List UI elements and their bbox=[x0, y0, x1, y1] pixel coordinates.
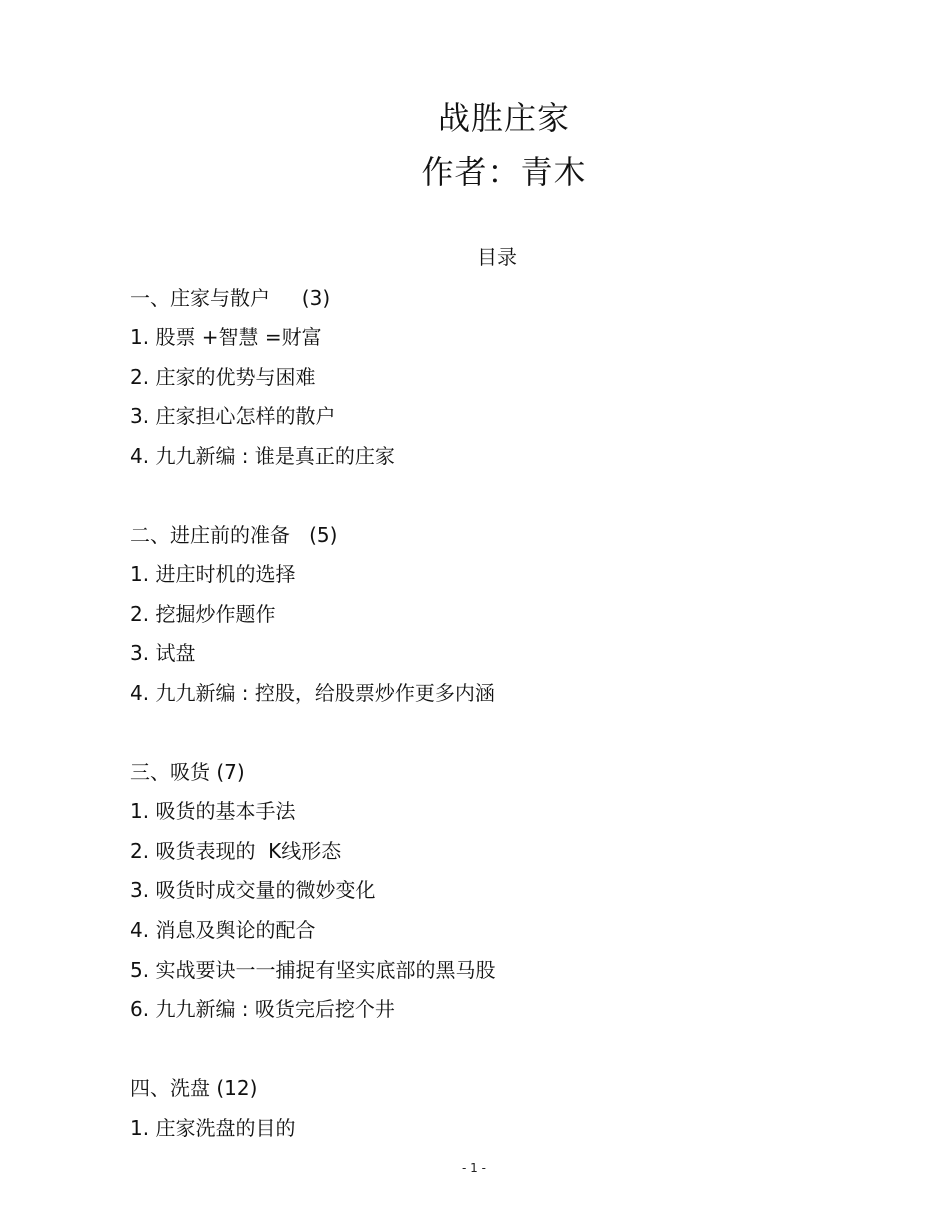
toc-item: 3. 试盘 bbox=[130, 641, 196, 665]
toc-item: 1. 股票 +智慧 =财富 bbox=[130, 325, 322, 349]
section-heading: 一、庄家与散户 (3) bbox=[130, 286, 331, 310]
section-heading: 四、洗盘 (12) bbox=[130, 1076, 258, 1100]
toc-heading: 目录 bbox=[477, 245, 517, 269]
section-heading: 二、进庄前的准备 (5) bbox=[130, 523, 338, 547]
section-heading: 三、吸货 (7) bbox=[130, 760, 245, 784]
toc-item: 6. 九九新编 : 吸货完后挖个井 bbox=[130, 997, 395, 1021]
toc-item: 5. 实战要诀一一捕捉有坚实底部的黑马股 bbox=[130, 958, 496, 982]
document-title: 战胜庄家 bbox=[437, 99, 570, 137]
toc-item: 4. 九九新编 : 谁是真正的庄家 bbox=[130, 444, 395, 468]
toc-item: 2. 挖掘炒作题作 bbox=[130, 602, 276, 626]
toc-item: 1. 进庄时机的选择 bbox=[130, 562, 296, 586]
toc-item: 2. 吸货表现的 K线形态 bbox=[130, 839, 342, 863]
toc-item: 3. 庄家担心怎样的散户 bbox=[130, 404, 336, 428]
toc-item: 4. 九九新编 : 控股，给股票炒作更多内涵 bbox=[130, 681, 495, 705]
toc-item: 1. 庄家洗盘的目的 bbox=[130, 1116, 296, 1140]
toc-item: 4. 消息及舆论的配合 bbox=[130, 918, 316, 942]
toc-item: 1. 吸货的基本手法 bbox=[130, 799, 296, 823]
page-number: - 1 - bbox=[462, 1161, 486, 1175]
toc-item: 3. 吸货时成交量的微妙变化 bbox=[130, 878, 376, 902]
toc-item: 2. 庄家的优势与困难 bbox=[130, 365, 316, 389]
author-line: 作者：青木 bbox=[421, 153, 587, 191]
